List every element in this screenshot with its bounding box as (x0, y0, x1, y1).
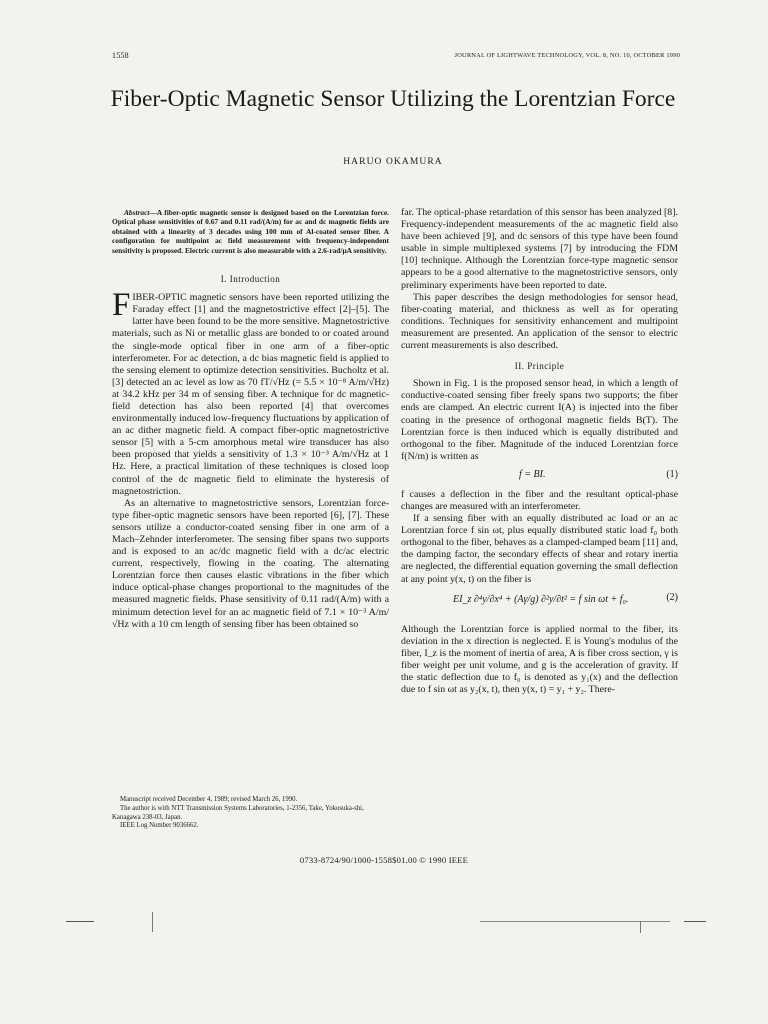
principle-paragraph-4: Although the Lorentzian force is applied normal to the fiber, its deviation in the x direction is neglected. E is Young's modulus of the fiber, I_z is the moment of inertia of area, A is fiber cross section, γ is fiber weight per unit volume, and g is the acceleration of gravity. If the static deflection due to f₀ is denoted as y₁(x) and the deflection due to f sin ωt as y₂(x, t), then y(x, t) = y₁ + y₂. There- (401, 623, 678, 696)
section-heading-introduction: I. Introduction (220, 274, 281, 285)
intro-paragraph-1 (112, 287, 389, 498)
footnote (112, 796, 389, 831)
journal-header: JOURNAL OF LIGHTWAVE TECHNOLOGY, VOL. 8, NO. 10, OCTOBER 1990 (454, 52, 680, 59)
principle-paragraph-1: Shown in Fig. 1 is the proposed sensor head, in which a length of conductive-coated sensing fiber freely spans two supports; the fiber ends are clamped. An electric current I(A) is injected into the fiber coating in the presence of orthogonal magnetic fields B(T). The Lorentzian force is then induced which is equally distributed and orthogonal to the fiber. Magnitude of the induced Lorentzian force f(N/m) is written as (401, 378, 678, 462)
abstract-label: Abstract (124, 208, 150, 217)
paper-author: HARUO OKAMURA (343, 157, 443, 167)
scan-tick-left (152, 912, 153, 932)
footnote-log: IEEE Log Number 9036662. (120, 822, 199, 830)
intro-paragraph-3: far. The optical-phase retardation of this sensor has been analyzed [8]. Frequency-independent measurements of the ac magnetic field also have been achieved [9], and dc sensors of this type have been found usable in simple multiplexed systems [7] by introducing the FDM [10] technique. Although the Lorentzian force-type magnetic sensor appears to be a good alternative to the magnetostrictive sensors, only preliminary experiments have been reported to date. (401, 207, 678, 291)
drop-cap: F (112, 287, 131, 324)
paper-title: Fiber-Optic Magnetic Sensor Utilizing the Lorentzian Force (110, 86, 676, 112)
equation-1-number: (1) (666, 468, 678, 480)
equation-1-expression: f = BI. (519, 468, 546, 480)
intro-paragraph-1-text: IBER-OPTIC magnetic sensors have been reported utilizing the Faraday effect [1] and the magnetostrictive effect [2]–[5]. The latter have been found to be the more sensitive. Magnetostrictive materials, such as Ni or metallic glass are bonded to or coated around the single-mode optical fiber in one arm of a fiber-optic interferometer. For ac detection, a dc bias magnetic field is applied to the sensing element to optimize detection sensitivities. Bucholtz et al. [3] detected an ac level as low as 70 fT/√Hz (= 5.5 × 10⁻⁸ A/m/√Hz) at 34.2 kHz per 34 m of sensing fiber. A technique for dc magnetic-field detection has also been reported [4] that overcomes environmentally induced low-frequency fluctuations by application of an ac dither magnetic field. A compact fiber-optic magnetostrictive sensor [5] with a 5-cm amorphous metal wire transducer has also been proposed that yields a sensitivity of 1.3 × 10⁻³ A/m/√Hz at 1 Hz. Here, a practical limitation of these techniques is closed loop control of the dc magnetic field to eliminate the hysteresis of magnetostriction. (112, 292, 389, 497)
section-heading-principle: II. Principle (514, 361, 565, 372)
abstract (112, 208, 389, 255)
copyright-line: 0733-8724/90/1000-1558$01.00 © 1990 IEEE (299, 855, 469, 865)
equation-2-expression: EI_z ∂⁴y/∂x⁴ + (Aγ/g) ∂²y/∂t² = f sin ωt + f₀. (453, 593, 629, 605)
scan-rule-far-right (684, 921, 706, 922)
left-column (112, 208, 389, 631)
footnote-received: Manuscript received December 4, 1989; revised March 26, 1990. (120, 796, 298, 803)
scan-rule-left (66, 921, 94, 922)
principle-paragraph-3: If a sensing fiber with an equally distributed ac load or an ac Lorentzian force f sin ωt, plus equally distributed static load f₀ both orthogonal to the fiber, behaves as a clamped-clamped beam [11] and, the damping factor, the secondary effects of shear and rotary inertia are neglected, the differential equation governing the small deflection at any point y(x, t) on the fiber is (401, 513, 678, 585)
principle-paragraph-2: f causes a deflection in the fiber and the resultant optical-phase changes are measured with an interferometer. (401, 488, 678, 512)
intro-paragraph-2: As an alternative to magnetostrictive sensors, Lorentzian force-type fiber-optic magnetic sensors have been reported [6], [7]. These sensors utilize a conductor-coated sensing fiber in one arm of a Mach–Zehnder interferometer. The sensing fiber spans two supports and is exposed to an ac/dc magnetic field with a dc/ac electric current, respectively, flowing in the coating. The alternating Lorentzian force then causes elastic vibrations in the fiber which induce optical-phase changes proportional to the magnitudes of the measured magnetic fields. Phase sensitivity of 0.11 rad/(A/m) with a minimum detection level for an ac magnetic field of 7.1 × 10⁻³ A/m/√Hz with a 10 cm length of sensing fiber has been obtained so (112, 497, 389, 630)
right-column (401, 207, 678, 696)
scan-rule-right (480, 921, 670, 922)
equation-2-number: (2) (666, 591, 678, 603)
scan-tick-right (640, 921, 641, 933)
abstract-text: —A fiber-optic magnetic sensor is designed based on the Lorentzian force. Optical phase sensitivities of 0.67 and 0.11 rad/(A/m) for ac and dc magnetic fields are obtained with a linearity of 3 decades using 100 mm of Al-coated sensor fiber. A configuration for multipoint ac field measurement with frequency-independent sensitivity is proposed. Electric current is also measurable with a 2.6-rad/μA sensitivity. (112, 208, 389, 255)
intro-paragraph-4: This paper describes the design methodologies for sensor head, fiber-coating material, and thickness as well as for operating conditions. Techniques for sensitivity enhancement and multipoint measurement are presented. An application of the sensor to electric current measurements is also described. (401, 291, 678, 352)
equation-1 (401, 465, 678, 487)
footnote-affiliation: The author is with NTT Transmission Systems Laboratories, 1-2356, Take, Yokosuka-shi, Kanagawa 238-03, Japan. (112, 804, 364, 821)
equation-2 (401, 588, 678, 622)
page-number: 1558 (112, 51, 129, 60)
